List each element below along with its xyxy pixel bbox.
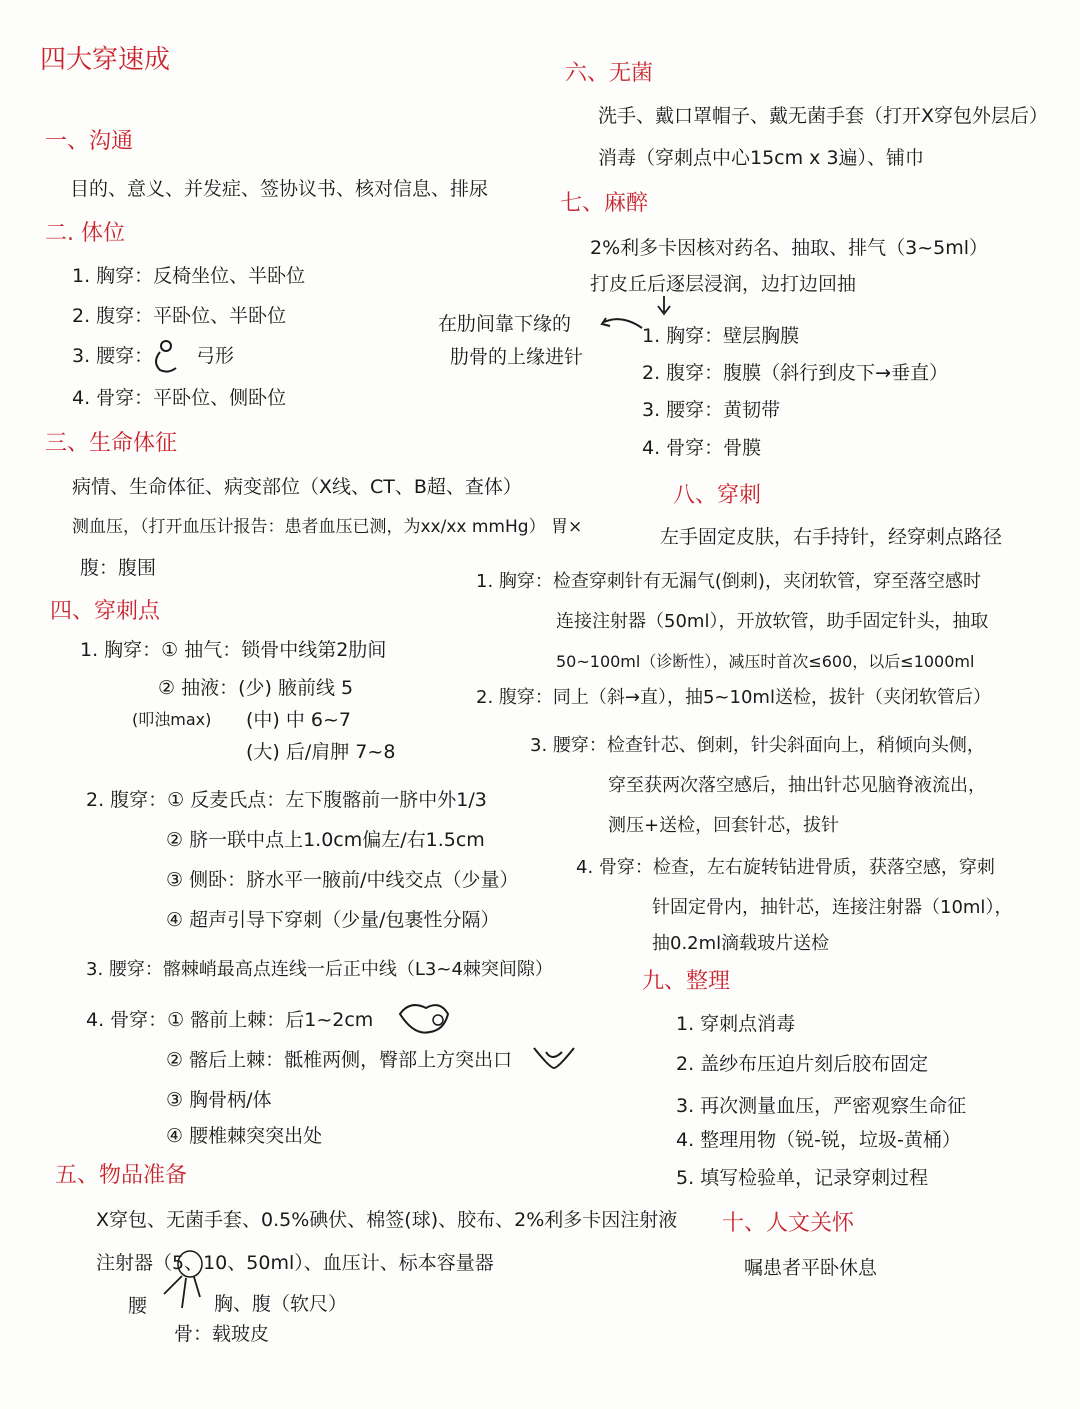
- point-chest-note: (叩浊max): [132, 710, 212, 729]
- position-item-chest: 1. 胸穿：反椅坐位、半卧位: [72, 265, 306, 287]
- anesthesia-item-abdomen: 2. 腹穿：腹膜（斜行到皮下→垂直）: [642, 362, 949, 384]
- supplies-line-1: X穿包、无菌手套、0.5%碘伏、棉签(球)、胶布、2%利多卡因注射液: [96, 1209, 678, 1231]
- section-heading-position: 二. 体位: [45, 221, 125, 246]
- section-heading-vitals: 三、生命体征: [45, 431, 178, 456]
- puncture-intro: 左手固定皮肤，右手持针，经穿刺点路径: [660, 526, 1003, 548]
- point-lumbar: 3. 腰穿：髂棘峭最高点连线一后正中线（L3~4棘突间隙）: [86, 959, 553, 980]
- cleanup-item-3: 3. 再次测量血压，严密观察生命征: [676, 1095, 967, 1117]
- point-bone-3: ③ 胸骨柄/体: [166, 1089, 272, 1111]
- position-item-bone: 4. 骨穿：平卧位、侧卧位: [72, 387, 287, 409]
- point-abdomen-3: ③ 侧卧：脐水平一腋前/中线交点（少量）: [166, 869, 519, 891]
- position-item-abdomen: 2. 腹穿：平卧位、半卧位: [72, 305, 287, 327]
- puncture-bone-3: 抽0.2ml滴载玻片送检: [652, 933, 830, 954]
- syringe-note-chest: 胸、腹（软尺）: [214, 1293, 348, 1315]
- anesthesia-line-2: 打皮丘后逐层浸润，边打边回抽: [590, 273, 857, 295]
- point-chest-4: (大) 后/肩胛 7~8: [246, 741, 396, 763]
- puncture-chest-2: 连接注射器（50ml），开放软管，助手固定针头，抽取: [556, 611, 989, 632]
- communication-text: 目的、意义、并发症、签协议书、核对信息、排尿: [70, 178, 489, 200]
- section-heading-care: 十、人文关怀: [722, 1211, 855, 1236]
- point-chest-1: 1. 胸穿：① 抽气：锁骨中线第2肋间: [80, 639, 387, 661]
- section-heading-cleanup: 九、整理: [642, 969, 731, 994]
- syringe-note-bone: 骨：载玻皮: [174, 1323, 270, 1345]
- point-bone-2: ② 髂后上棘：骶椎两侧，臀部上方突出口: [166, 1049, 513, 1071]
- puncture-chest-1: 1. 胸穿：检查穿刺针有无漏气(倒刺)，夹闭软管，穿至落空感时: [476, 571, 981, 592]
- sterile-line-1: 洗手、戴口罩帽子、戴无菌手套（打开X穿包外层后）: [598, 105, 1049, 127]
- puncture-chest-3: 50~100ml（诊断性），减压时首次≤600，以后≤1000ml: [556, 652, 975, 671]
- cleanup-item-4: 4. 整理用物（锐-锐，垃圾-黄桶）: [676, 1129, 961, 1151]
- puncture-abdomen: 2. 腹穿：同上（斜→直），抽5~10ml送检，拔针（夹闭软管后）: [476, 687, 991, 708]
- puncture-bone-2: 针固定骨内，抽针芯，连接注射器（10ml），: [652, 897, 1013, 918]
- section-heading-puncture: 八、穿刺: [673, 483, 762, 508]
- point-abdomen-1: 2. 腹穿：① 反麦氏点：左下腹髂前一脐中外1/3: [86, 789, 487, 811]
- point-bone-1: 4. 骨穿：① 髂前上棘：后1~2cm: [86, 1009, 374, 1031]
- anesthesia-item-chest: 1. 胸穿：壁层胸膜: [642, 325, 800, 347]
- vitals-line-3: 腹：腹围: [80, 557, 157, 579]
- anesthesia-item-bone: 4. 骨穿：骨膜: [642, 437, 762, 459]
- point-bone-4: ④ 腰椎棘突突出处: [166, 1125, 323, 1147]
- point-chest-2: ② 抽液：(少) 腋前线 5: [158, 677, 354, 699]
- point-chest-3: (中) 中 6~7: [246, 709, 352, 731]
- section-heading-supplies: 五、物品准备: [55, 1163, 188, 1188]
- side-note-line-1: 在肋间靠下缘的: [438, 313, 572, 335]
- anesthesia-item-lumbar: 3. 腰穿：黄韧带: [642, 399, 781, 421]
- section-heading-puncture-point: 四、穿刺点: [50, 599, 161, 624]
- puncture-lumbar-2: 穿至获两次落空感后，抽出针芯见脑脊液流出，: [608, 775, 986, 796]
- page-title: 四大穿速成: [40, 45, 171, 75]
- side-note-line-2: 肋骨的上缘进针: [450, 346, 584, 368]
- sterile-line-2: 消毒（穿刺点中心15cm x 3遍）、铺巾: [598, 147, 925, 169]
- supplies-line-2: 注射器（5、10、50ml）、血压计、标本容量器: [96, 1252, 494, 1274]
- vitals-line-1: 病情、生命体征、病变部位（X线、CT、B超、查体）: [72, 476, 522, 498]
- cleanup-item-1: 1. 穿刺点消毒: [676, 1013, 796, 1035]
- position-item-lumbar: 3. 腰穿：: [72, 345, 154, 367]
- vitals-line-2: 测血压，（打开血压计报告：患者血压已测，为xx/xx mmHg） 胃×: [72, 517, 583, 537]
- section-heading-sterile: 六、无菌: [565, 61, 654, 86]
- cleanup-item-2: 2. 盖纱布压迫片刻后胶布固定: [676, 1053, 929, 1075]
- cleanup-item-5: 5. 填写检验单，记录穿刺过程: [676, 1167, 929, 1189]
- point-abdomen-4: ④ 超声引导下穿刺（少量/包裹性分隔）: [166, 909, 500, 931]
- lumbar-shape-label: 弓形: [196, 345, 235, 367]
- section-heading-communication: 一、沟通: [45, 129, 134, 154]
- puncture-lumbar-1: 3. 腰穿：检查针芯、倒刺，针尖斜面向上，稍倾向头侧，: [530, 735, 985, 756]
- section-heading-anesthesia: 七、麻醉: [560, 191, 649, 216]
- puncture-lumbar-3: 测压+送检，回套针芯，拔针: [608, 815, 840, 836]
- anesthesia-line-1: 2%利多卡因核对药名、抽取、排气（3~5ml）: [590, 237, 989, 259]
- syringe-note-lumbar: 腰: [128, 1295, 148, 1317]
- point-abdomen-2: ② 脐一联中点上1.0cm偏左/右1.5cm: [166, 829, 485, 851]
- care-line: 嘱患者平卧休息: [744, 1257, 878, 1279]
- puncture-bone-1: 4. 骨穿：检查，左右旋转钻进骨质，获落空感，穿刺: [576, 857, 995, 878]
